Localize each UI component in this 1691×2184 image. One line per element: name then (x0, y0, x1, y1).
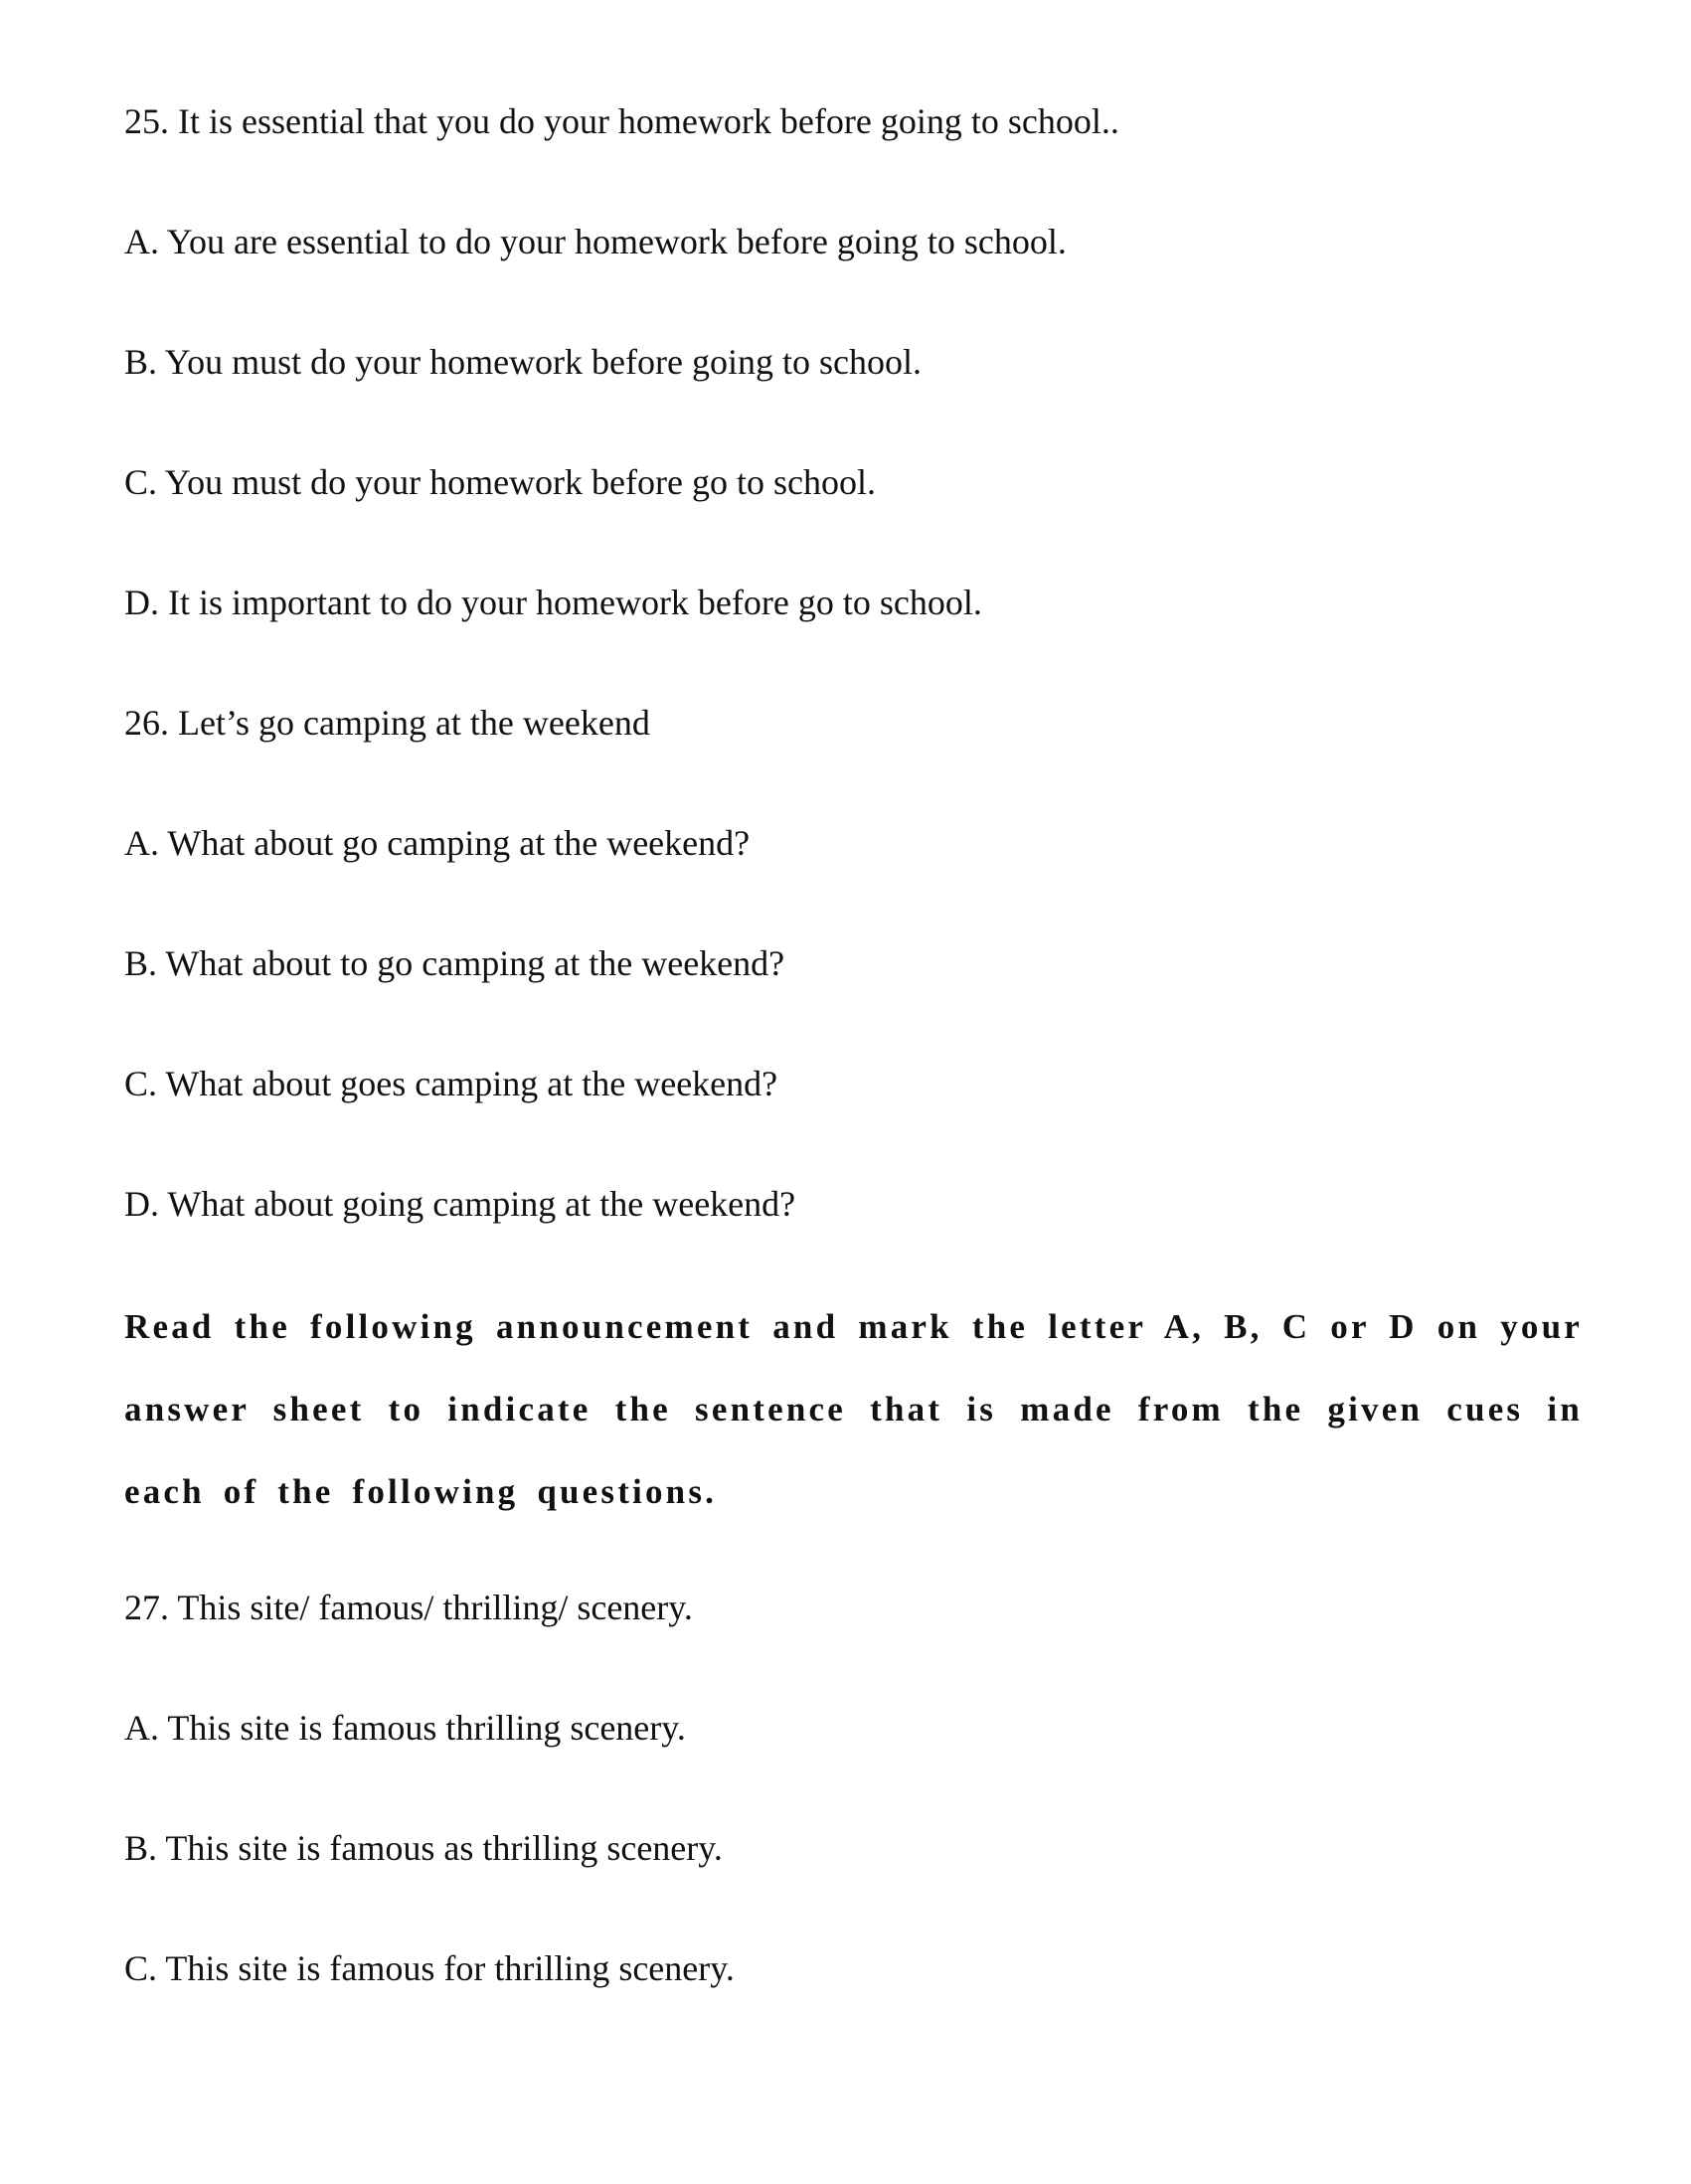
question-25-option-a: A. You are essential to do your homework before going to school. (124, 222, 1067, 261)
question-26-option-b: B. What about to go camping at the weekend? (124, 943, 785, 983)
question-25-option-b: B. You must do your homework before going to school. (124, 342, 922, 382)
question-26-option-a: A. What about go camping at the weekend? (124, 823, 751, 863)
question-26-stem: 26. Let’s go camping at the weekend (124, 703, 650, 743)
question-27-stem: 27. This site/ famous/ thrilling/ scenery. (124, 1588, 693, 1627)
question-27-option-a: A. This site is famous thrilling scenery. (124, 1708, 686, 1748)
question-27-option-c: C. This site is famous for thrilling scenery. (124, 1948, 735, 1988)
question-25-option-c: C. You must do your homework before go to school. (124, 462, 876, 502)
section-instruction: Read the following announcement and mark the letter A, B, C or D on your answer sheet to indicate the sentence that is made from the given cues in each of the following questions. (124, 1307, 1583, 1511)
question-27-option-b: B. This site is famous as thrilling scenery. (124, 1828, 723, 1868)
question-25-option-d: D. It is important to do your homework before go to school. (124, 583, 982, 622)
question-26-option-d: D. What about going camping at the weekend? (124, 1184, 796, 1224)
question-26-option-c: C. What about goes camping at the weekend? (124, 1064, 778, 1103)
question-25-stem: 25. It is essential that you do your homework before going to school.. (124, 101, 1119, 141)
